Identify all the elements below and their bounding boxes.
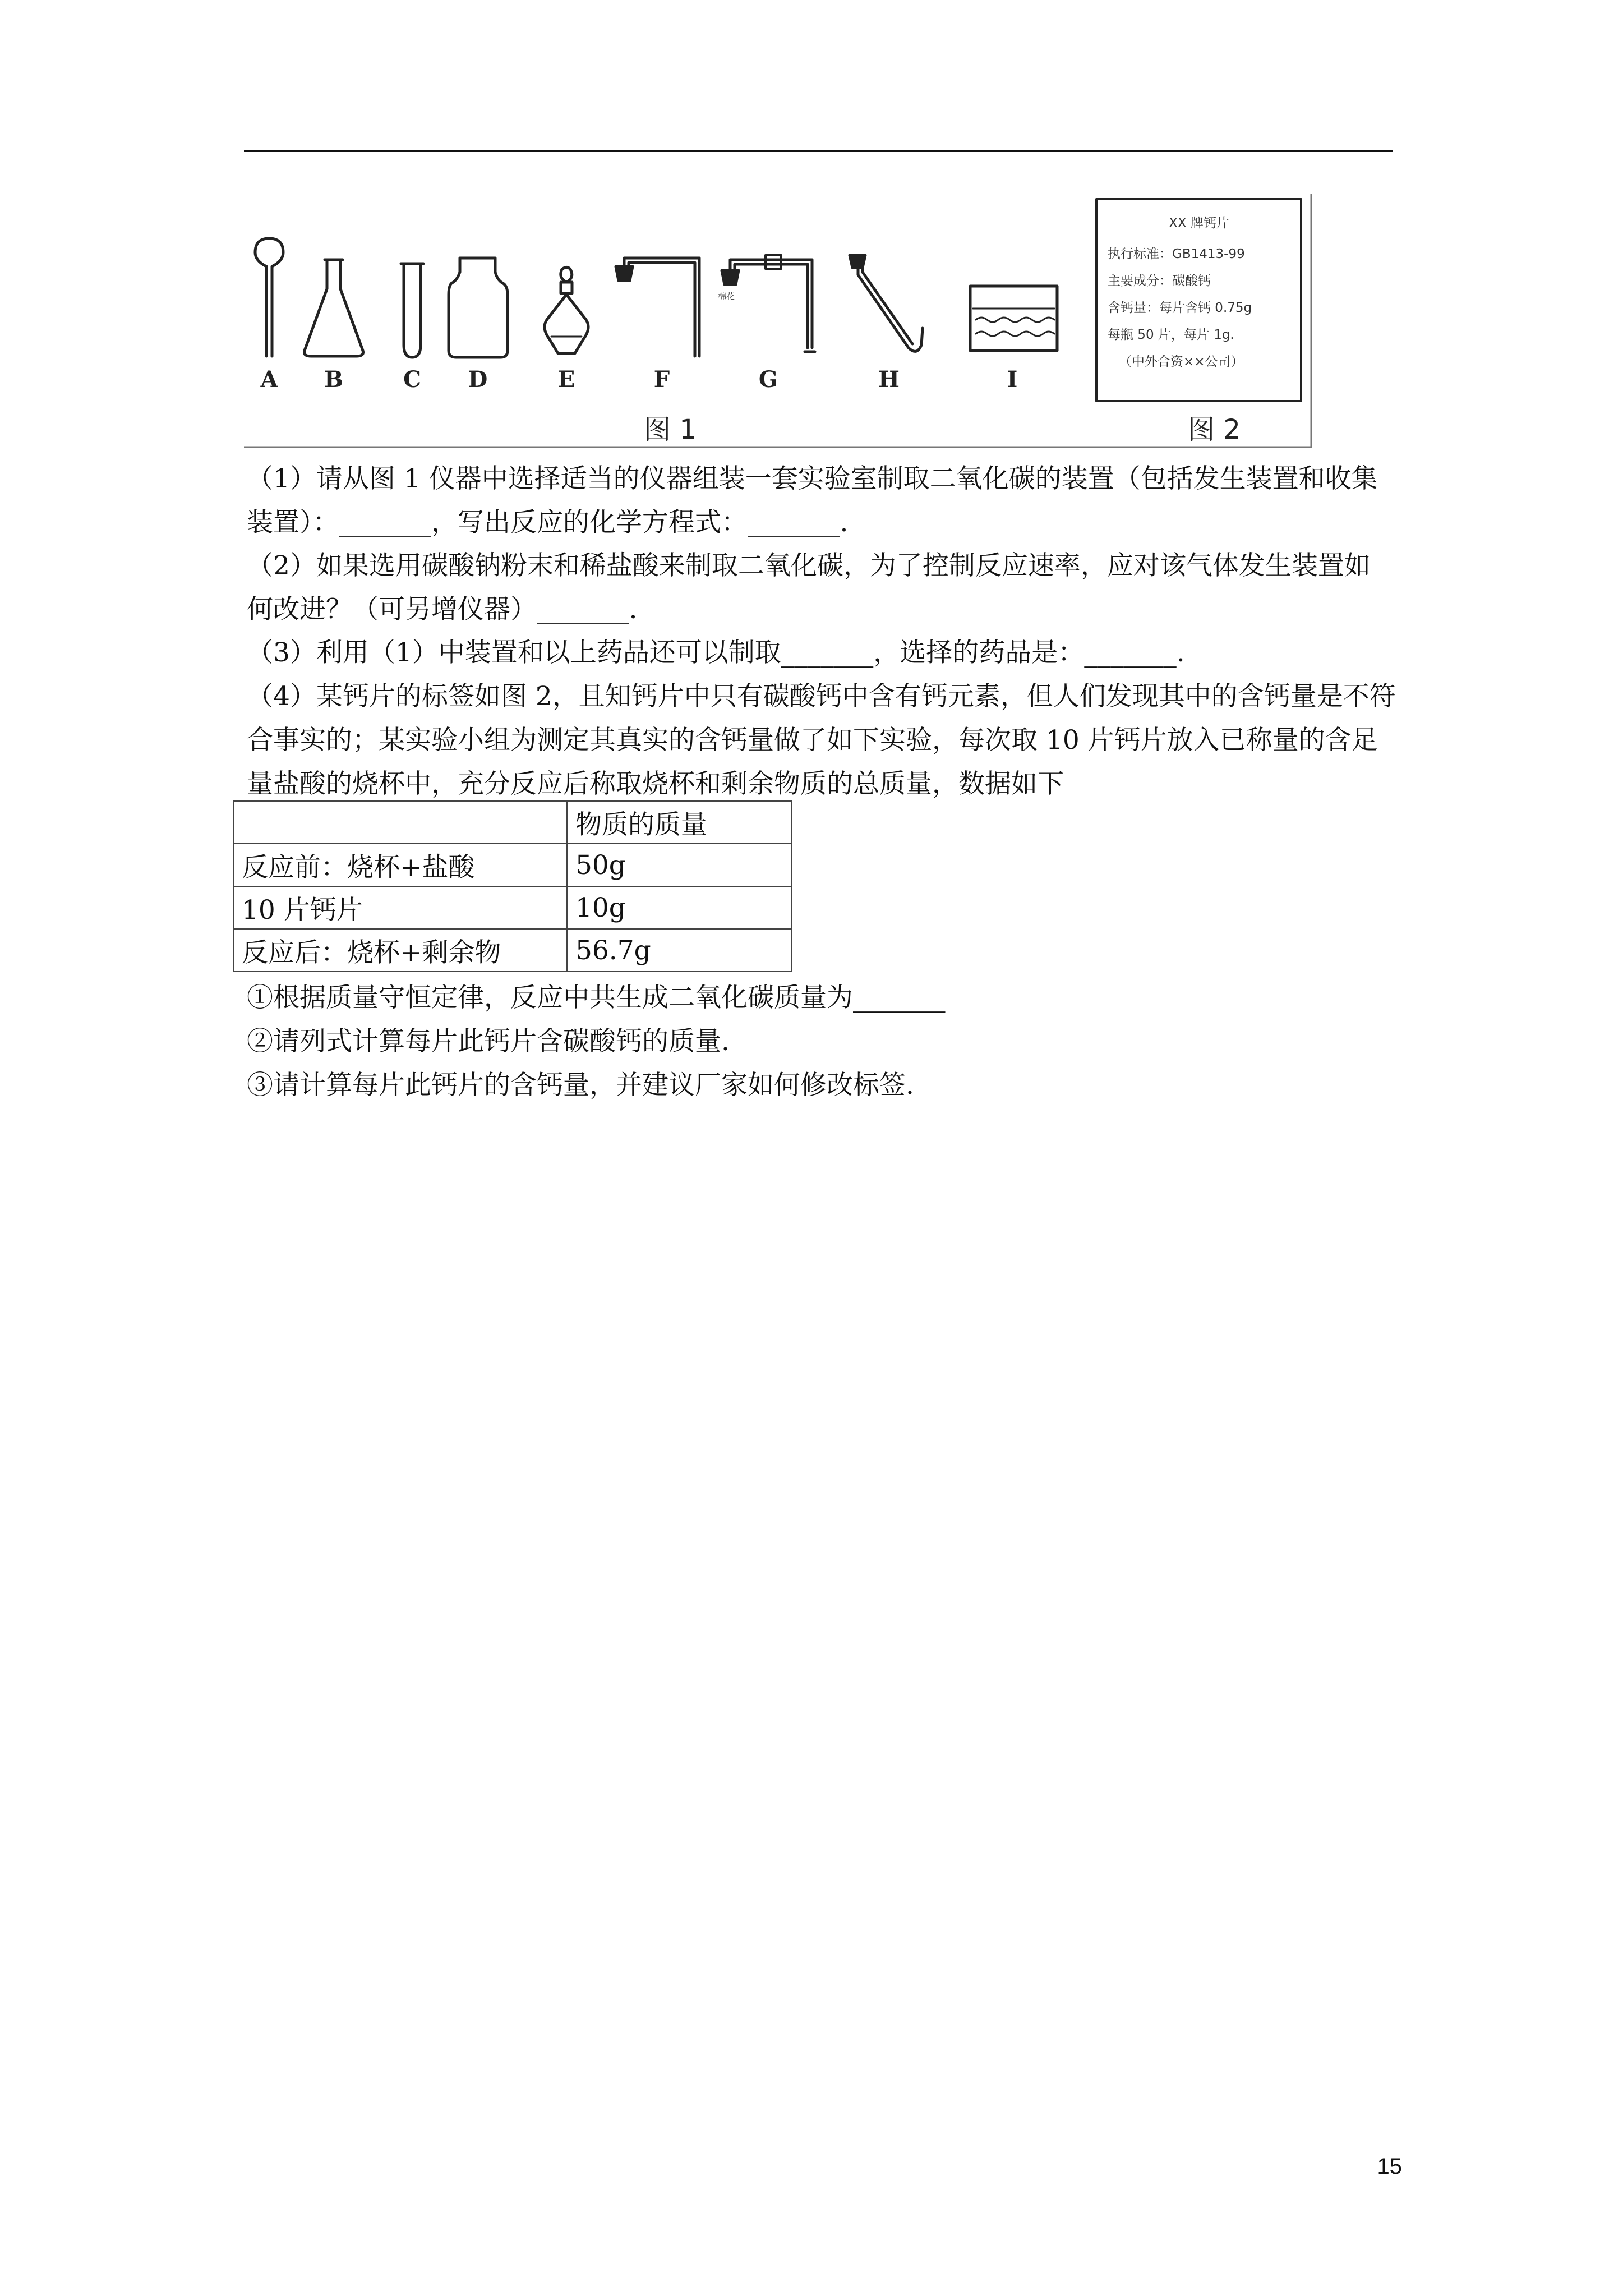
curved-tube-icon	[850, 255, 923, 351]
page-number: 15	[1377, 2154, 1402, 2179]
table-row	[233, 844, 791, 886]
figure2-caption: 图 2	[1188, 414, 1241, 445]
calcium-label-maker: （中外合资××公司）	[1119, 355, 1244, 369]
question-2: （2）如果选用碳酸钠粉末和稀盐酸来制取二氧化碳，为了控制反应速率，应对该气体发生装置如何改进？（可另增仪器）_______.	[247, 550, 1371, 625]
table-cell: 反应前：烧杯+盐酸	[233, 844, 567, 886]
header-rule	[244, 150, 1393, 152]
conical-flask-icon	[305, 260, 363, 356]
question-1: （1）请从图 1 仪器中选择适当的仪器组装一套实验室制取二氧化碳的装置（包括发生装置和收集装置）：_______，写出反应的化学方程式：_______.	[247, 463, 1378, 538]
mass-data-table	[233, 800, 792, 972]
table-cell: 反应后：烧杯+剩余物	[233, 929, 567, 972]
table-header-cell	[233, 801, 567, 844]
label-h: H	[878, 366, 900, 393]
table-cell: 56.7g	[567, 929, 791, 972]
question-3: （3）利用（1）中装置和以上药品还可以制取_______，选择的药品是：_______.	[247, 637, 1185, 668]
alcohol-lamp-icon	[545, 268, 588, 354]
calcium-label-ingredient: 主要成分：碳酸钙	[1108, 274, 1211, 288]
sub-question-3: ③请计算每片此钙片的含钙量，并建议厂家如何修改标签.	[247, 1070, 914, 1101]
label-g: G	[758, 366, 778, 393]
label-i: I	[1007, 366, 1018, 393]
label-b: B	[324, 366, 343, 393]
table-row	[233, 929, 791, 972]
water-trough-icon	[970, 286, 1057, 351]
sub-question-2: ②请列式计算每片此钙片含碳酸钙的质量.	[247, 1026, 730, 1057]
tube-cotton-label: 棉花	[718, 291, 735, 301]
calcium-label-standard: 执行标准：GB1413-99	[1108, 247, 1245, 261]
figure1-caption: 图 1	[644, 414, 697, 445]
question-4: （4）某钙片的标签如图 2，且知钙片中只有碳酸钙中含有钙元素，但人们发现其中的含钙量是不符合事实的；某实验小组为测定其真实的含钙量做了如下实验，每次取 10 片钙片放入已称量的含足量盐酸的烧杯中，充分反应后称取烧杯和剩余物质的总质量，数据如下	[247, 681, 1396, 799]
table-row	[233, 886, 791, 929]
label-d: D	[468, 366, 488, 393]
label-f: F	[653, 366, 670, 393]
test-tube-icon	[401, 264, 423, 357]
gas-bottle-icon	[449, 258, 508, 357]
calcium-label-content: 含钙量：每片含钙 0.75g	[1108, 301, 1252, 315]
table-header-cell: 物质的质量	[567, 801, 791, 844]
apparatus-figure	[244, 194, 1312, 449]
stopper-clip-tube-icon	[722, 255, 815, 352]
table-header-row	[233, 801, 791, 844]
label-a: A	[260, 366, 278, 393]
calcium-label-count: 每瓶 50 片，每片 1g.	[1108, 328, 1234, 342]
label-c: C	[403, 366, 421, 393]
label-e: E	[557, 366, 575, 393]
table-cell: 10 片钙片	[233, 886, 567, 929]
long-neck-funnel-icon	[255, 238, 283, 356]
table-cell: 10g	[567, 886, 791, 929]
sub-question-1: ①根据质量守恒定律，反应中共生成二氧化碳质量为_______	[247, 982, 946, 1013]
stopper-tube-icon	[616, 258, 699, 356]
table-cell: 50g	[567, 844, 791, 886]
calcium-label-title: XX 牌钙片	[1169, 216, 1229, 231]
